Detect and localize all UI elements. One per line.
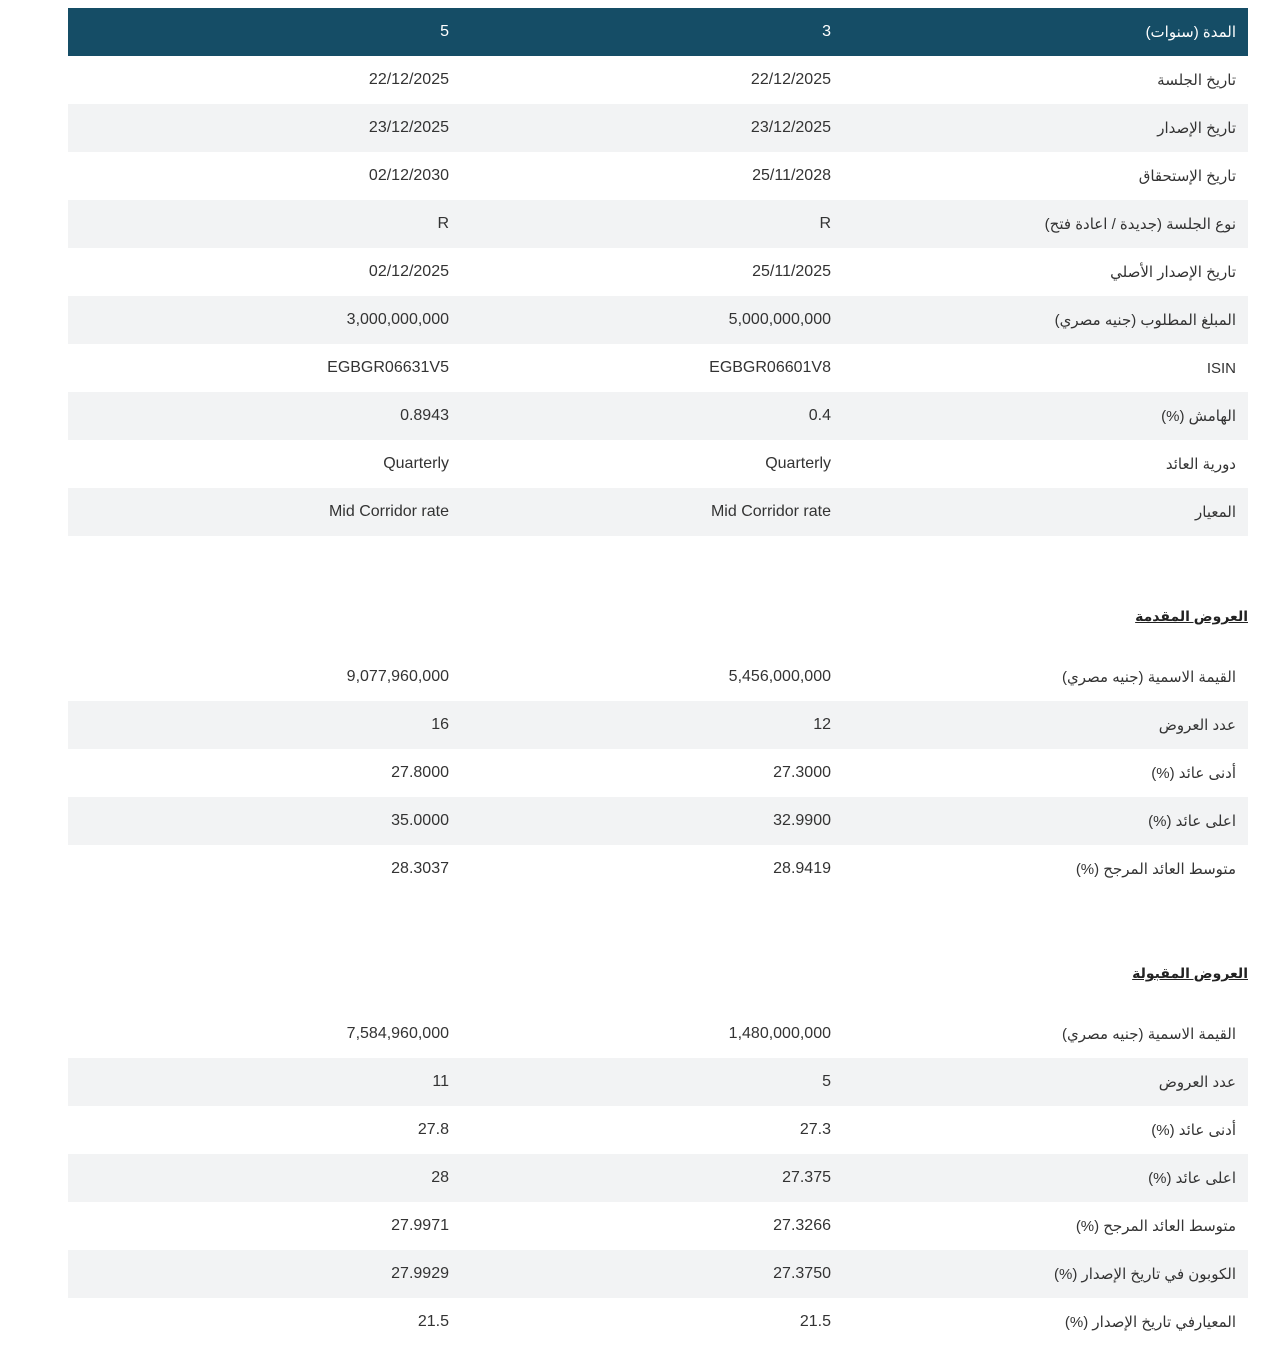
value-3yr-text: 32.9900 [773, 812, 831, 829]
value-3yr-text: R [819, 215, 831, 232]
row-label: متوسط العائد المرجح (%) [1075, 861, 1236, 878]
value-3yr-text: 0.4 [808, 407, 831, 424]
accepted-bids-table [68, 1010, 1248, 1346]
value-3yr [450, 296, 843, 344]
value-5yr-text: 22/12/2025 [368, 71, 449, 88]
offered-bids-table [68, 653, 1248, 893]
value-3yr-text: 27.3750 [773, 1265, 831, 1282]
value-3yr-text: 28.9419 [773, 860, 831, 877]
value-5yr-text: 35.0000 [391, 812, 449, 829]
value-3yr-text: 23/12/2025 [750, 119, 831, 136]
value-3yr-text: 5 [822, 1073, 831, 1090]
table-row [68, 701, 1248, 749]
table-row [68, 296, 1248, 344]
row-label: تاريخ الإستحقاق [1138, 168, 1236, 185]
value-3yr [450, 845, 843, 893]
value-5yr [68, 440, 450, 488]
value-3yr [450, 1154, 843, 1202]
value-3yr [450, 1106, 843, 1154]
section-spacer [68, 982, 1248, 1010]
table-row [68, 653, 1248, 701]
value-5yr-text: Mid Corridor rate [328, 503, 449, 520]
value-3yr [450, 344, 843, 392]
table-row [68, 845, 1248, 893]
table-row [68, 1202, 1248, 1250]
row-label: الكوبون في تاريخ الإصدار (%) [843, 1250, 1248, 1298]
section-spacer [68, 893, 1248, 965]
value-5yr-text: 28 [431, 1169, 449, 1186]
value-3yr [450, 8, 843, 56]
offered-bids-title: العروض المقدمة [1135, 608, 1248, 624]
value-5yr [68, 1202, 450, 1250]
value-5yr [68, 8, 450, 56]
value-3yr [450, 104, 843, 152]
section-spacer [68, 536, 1248, 608]
value-3yr [450, 440, 843, 488]
row-label: اعلى عائد (%) [843, 1154, 1248, 1202]
value-3yr-text: 27.3 [799, 1121, 831, 1138]
row-label: القيمة الاسمية (جنيه مصري) [1061, 1026, 1236, 1043]
row-label: تاريخ الإصدار الأصلي [1110, 264, 1236, 281]
bond-auction-results [68, 8, 1248, 1346]
value-3yr [450, 797, 843, 845]
value-3yr [450, 56, 843, 104]
table-row [68, 1250, 1248, 1298]
value-5yr-text: 27.9929 [391, 1265, 449, 1282]
value-5yr-text: 7,584,960,000 [346, 1025, 449, 1042]
value-5yr [68, 56, 450, 104]
value-5yr [68, 344, 450, 392]
value-3yr [450, 1250, 843, 1298]
value-5yr [68, 1010, 450, 1058]
value-5yr-text: 5 [440, 23, 449, 40]
row-label: أدنى عائد (%) [1151, 765, 1236, 782]
table-row [68, 1106, 1248, 1154]
value-3yr-text: Mid Corridor rate [710, 503, 831, 520]
value-5yr [68, 1058, 450, 1106]
table-row [68, 1010, 1248, 1058]
value-3yr-text: EGBGR06601V8 [709, 359, 831, 376]
table-row [68, 749, 1248, 797]
value-5yr-text: 0.8943 [400, 407, 449, 424]
value-5yr [68, 845, 450, 893]
table-row [68, 440, 1248, 488]
value-5yr-text: 21.5 [417, 1313, 449, 1330]
value-3yr [450, 200, 843, 248]
value-5yr [68, 749, 450, 797]
table-row [68, 56, 1248, 104]
section-spacer [68, 625, 1248, 653]
value-3yr [450, 248, 843, 296]
value-3yr [450, 488, 843, 536]
row-label: تاريخ الإصدار [843, 104, 1248, 152]
value-3yr [450, 749, 843, 797]
value-3yr-text: 21.5 [799, 1313, 831, 1330]
value-3yr-text: 27.3266 [773, 1217, 831, 1234]
table-row [68, 152, 1248, 200]
table-row [68, 1058, 1248, 1106]
row-label: المعيار [843, 488, 1248, 536]
value-5yr [68, 488, 450, 536]
table-row [68, 392, 1248, 440]
value-5yr-text: 3,000,000,000 [346, 311, 449, 328]
row-label: القيمة الاسمية (جنيه مصري) [1061, 669, 1236, 686]
value-5yr [68, 797, 450, 845]
value-5yr [68, 1250, 450, 1298]
row-label: عدد العروض [843, 701, 1248, 749]
value-3yr-text: 25/11/2025 [752, 263, 831, 280]
value-3yr [450, 1202, 843, 1250]
table-row [68, 104, 1248, 152]
value-3yr-text: 22/12/2025 [750, 71, 831, 88]
value-5yr-text: 27.8000 [391, 764, 449, 781]
value-5yr-text: 9,077,960,000 [346, 668, 449, 685]
row-label: دورية العائد [1165, 456, 1236, 473]
value-5yr [68, 1154, 450, 1202]
row-label: عدد العروض [843, 1058, 1248, 1106]
row-label: المعيارفي تاريخ الإصدار (%) [1064, 1314, 1236, 1331]
value-5yr [68, 1106, 450, 1154]
value-3yr-text: 27.3000 [773, 764, 831, 781]
value-3yr [450, 653, 843, 701]
row-label: الهامش (%) [843, 392, 1248, 440]
value-5yr-text: 02/12/2025 [368, 263, 449, 280]
value-5yr-text: 27.8 [417, 1121, 449, 1138]
row-label: أدنى عائد (%) [1151, 1122, 1236, 1139]
value-3yr-text: 5,000,000,000 [728, 311, 831, 328]
value-5yr [68, 653, 450, 701]
table-row [68, 797, 1248, 845]
table-row [68, 488, 1248, 536]
row-label: المدة (سنوات) [843, 8, 1248, 56]
value-3yr-text: 25/11/2028 [752, 167, 831, 184]
value-5yr [68, 152, 450, 200]
table-row [68, 1154, 1248, 1202]
value-5yr-text: 11 [432, 1073, 449, 1090]
value-3yr-text: 1,480,000,000 [728, 1025, 831, 1042]
value-3yr [450, 701, 843, 749]
value-3yr-text: 5,456,000,000 [728, 668, 831, 685]
value-5yr-text: R [437, 215, 449, 232]
value-5yr-text: 27.9971 [391, 1217, 449, 1234]
row-label: المبلغ المطلوب (جنيه مصري) [843, 296, 1248, 344]
value-3yr-text: 12 [813, 716, 831, 733]
value-5yr-text: 02/12/2030 [368, 167, 449, 184]
header-row [68, 8, 1248, 56]
value-3yr [450, 152, 843, 200]
table-row [68, 200, 1248, 248]
row-label: اعلى عائد (%) [843, 797, 1248, 845]
value-5yr [68, 1298, 450, 1346]
table-row [68, 344, 1248, 392]
value-3yr-text: 3 [822, 23, 831, 40]
value-3yr-text: 27.375 [782, 1169, 831, 1186]
value-5yr [68, 248, 450, 296]
value-5yr-text: 23/12/2025 [368, 119, 449, 136]
row-label: نوع الجلسة (جديدة / اعادة فتح) [843, 200, 1248, 248]
value-3yr [450, 1010, 843, 1058]
value-5yr-text: EGBGR06631V5 [327, 359, 449, 376]
auction-details-table [68, 8, 1248, 536]
value-5yr [68, 296, 450, 344]
value-3yr [450, 1298, 843, 1346]
value-5yr [68, 200, 450, 248]
value-5yr [68, 104, 450, 152]
row-label: متوسط العائد المرجح (%) [1075, 1218, 1236, 1235]
value-5yr-text: Quarterly [383, 455, 449, 472]
value-3yr [450, 392, 843, 440]
row-label: تاريخ الجلسة [1157, 72, 1236, 89]
value-5yr [68, 392, 450, 440]
value-5yr [68, 701, 450, 749]
row-label: ISIN [1206, 359, 1236, 377]
value-3yr-text: Quarterly [765, 455, 831, 472]
accepted-bids-title: العروض المقبولة [1132, 965, 1248, 981]
table-row [68, 1298, 1248, 1346]
value-5yr-text: 28.3037 [391, 860, 449, 877]
value-3yr [450, 1058, 843, 1106]
value-5yr-text: 16 [431, 716, 449, 733]
table-row [68, 248, 1248, 296]
